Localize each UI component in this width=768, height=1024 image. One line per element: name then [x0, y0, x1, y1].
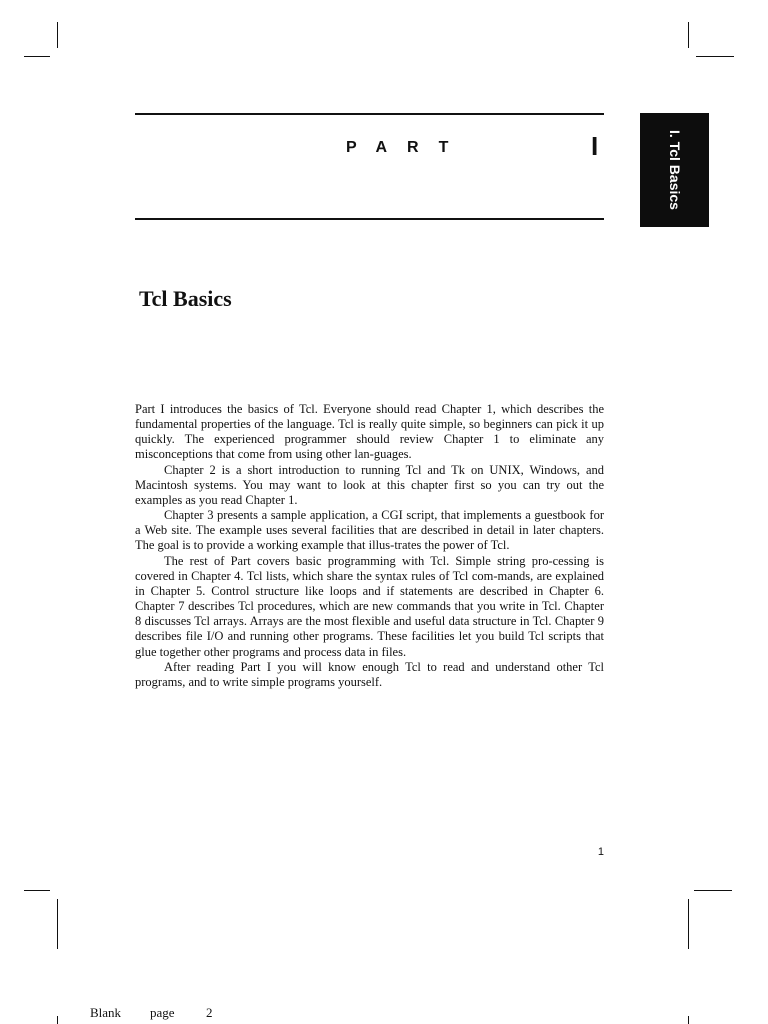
- crop-mark: [688, 899, 689, 949]
- crop-mark: [24, 56, 50, 57]
- chapter-title: Tcl Basics: [139, 286, 232, 311]
- crop-mark: [57, 899, 58, 949]
- top-rule: [135, 113, 604, 115]
- crop-mark: [688, 1016, 689, 1024]
- footer-word-page: page: [150, 1005, 175, 1020]
- crop-mark: [57, 22, 58, 48]
- footer-word-blank: Blank: [90, 1005, 122, 1020]
- paragraph: Chapter 2 is a short introduction to running Tcl and Tk on UNIX, Windows, and Macintosh systems. You may want to look at this chapter first so you can try out the examples as you read Chapter 1.: [135, 462, 604, 507]
- paragraph: The rest of Part covers basic programming with Tcl. Simple string pro-cessing is covered in Chapter 4. Tcl lists, which share the syntax rules of Tcl com-mands, are explained in Chapter 5. Control structure like loops and if statements are described in Chapter 6. Chapter 7 describes Tcl procedures, which are new commands that you write in Tcl. Chapter 8 discusses Tcl arrays. Arrays are the most flexible and useful data structure in Tcl. Chapter 9 describes file I/O and running other programs. These facilities let you build Tcl scripts that glue together other programs and process data in files.: [135, 553, 604, 659]
- crop-mark: [696, 56, 734, 57]
- paragraph: Part I introduces the basics of Tcl. Everyone should read Chapter 1, which describes the fundamental properties of the language. Tcl is really quite simple, so beginners can pick it up quickly. The experienced programmer should review Chapter 1 to eliminate any misconceptions that come from using other lan-guages.: [135, 402, 604, 462]
- thumb-tab-label: I. Tcl Basics: [666, 130, 683, 210]
- page-number: 1: [597, 846, 604, 858]
- paragraph: Chapter 3 presents a sample application, a CGI script, that implements a guestbook for a Web site. The example uses several facilities that are described in detail in later chapters. The goal is to provide a working example that illus-trates the power of Tcl.: [135, 508, 604, 553]
- bottom-rule: [135, 218, 604, 220]
- part-number: I: [591, 131, 599, 161]
- crop-mark: [24, 890, 50, 891]
- crop-mark: [688, 22, 689, 48]
- paragraph: After reading Part I you will know enough Tcl to read and understand other Tcl programs, and to write simple programs yourself.: [135, 659, 604, 689]
- footer-page-number: 2: [206, 1005, 213, 1020]
- body-text: [135, 402, 604, 690]
- part-label: PART: [346, 139, 469, 156]
- crop-mark: [694, 890, 732, 891]
- section-thumb-tab: [640, 113, 709, 227]
- crop-mark: [57, 1016, 58, 1024]
